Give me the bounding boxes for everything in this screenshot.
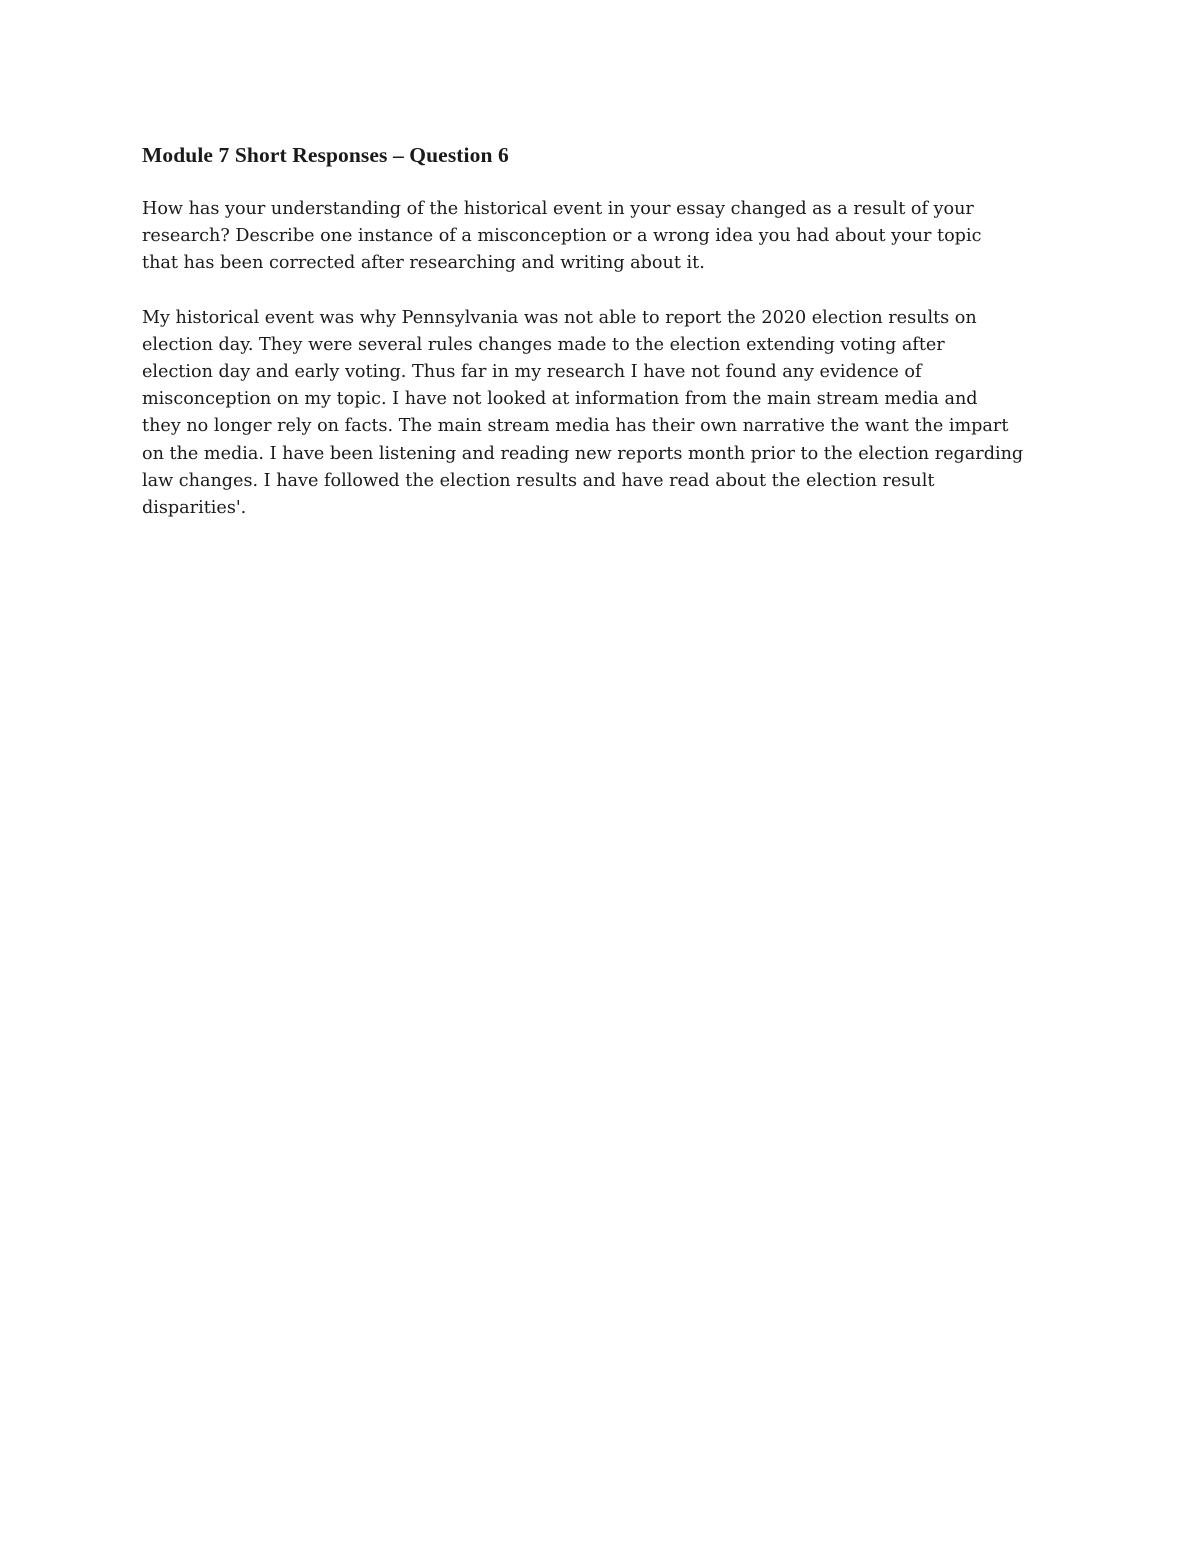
question-paragraph (142, 196, 1072, 278)
document-body (142, 142, 1072, 549)
answer-paragraph (142, 305, 1072, 523)
answer-line: misconception on my topic. I have not looked at information from the main stream media and (142, 389, 978, 410)
answer-line: on the media. I have been listening and reading new reports month prior to the election regarding (142, 443, 1024, 464)
question-line: How has your understanding of the historical event in your essay changed as a result of your (142, 199, 974, 219)
answer-line: law changes. I have followed the election results and have read about the election result (142, 470, 935, 491)
document-title: Module 7 Short Responses – Question 6 (142, 143, 509, 167)
answer-line: My historical event was why Pennsylvania was not able to report the 2020 election results on (142, 307, 977, 328)
answer-line: they no longer rely on facts. The main stream media has their own narrative the want the impart (142, 416, 1009, 437)
question-line: research? Describe one instance of a misconception or a wrong idea you had about your topic (142, 226, 982, 247)
question-line: that has been corrected after researching and writing about it. (142, 253, 705, 274)
answer-line: election day and early voting. Thus far in my research I have not found any evidence of (142, 362, 922, 383)
answer-line: election day. They were several rules changes made to the election extending voting after (142, 334, 945, 355)
answer-line: disparities'. (142, 498, 247, 519)
